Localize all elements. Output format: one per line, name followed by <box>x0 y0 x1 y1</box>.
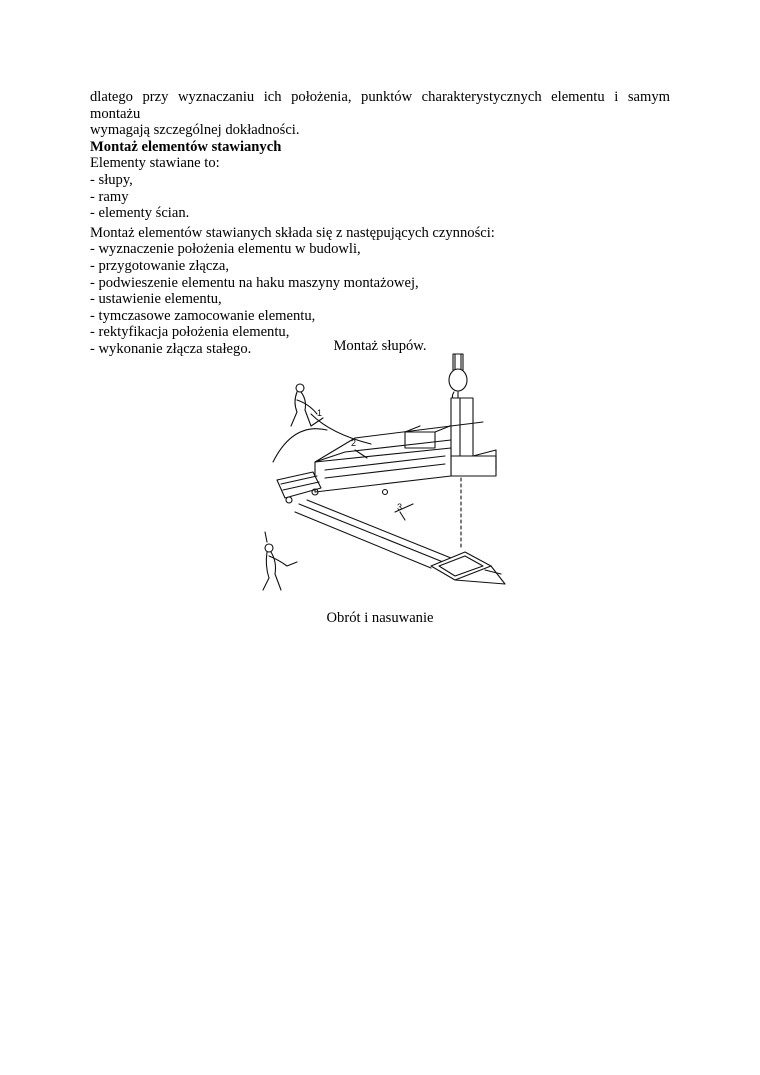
figure-label: 2 <box>351 438 357 448</box>
list-item: - podwieszenie elementu na haku maszyny montażowej, <box>90 274 419 291</box>
section-heading: Montaż elementów stawianych <box>90 138 282 155</box>
intro-line-2: wymagają szczególnej dokładności. <box>90 122 300 139</box>
list-item: - przygotowanie złącza, <box>90 257 229 274</box>
signalman-icon <box>263 532 297 590</box>
elements-list <box>90 172 670 222</box>
list-item: - wykonanie złącza stałego. <box>90 340 252 357</box>
list-item: - ustawienie elementu, <box>90 291 222 308</box>
document-body <box>90 89 670 358</box>
crane-hook-icon <box>449 354 467 404</box>
list-item: - słupy, <box>90 171 133 188</box>
figure-title: Montaż słupów. <box>333 338 427 354</box>
steps-intro: Montaż elementów stawianych składa się z następujących czynności: <box>90 224 495 241</box>
figure-label: 1 <box>317 408 323 418</box>
figure-caption: Obrót i nasuwanie <box>326 610 434 626</box>
list-item: - ramy <box>90 188 129 205</box>
elements-intro: Elementy stawiane to: <box>90 155 220 172</box>
column-head-icon <box>451 398 496 476</box>
list-item: - tymczasowe zamocowanie elementu, <box>90 307 316 324</box>
column-assembly-illustration <box>255 352 510 592</box>
foundation-socket-icon <box>431 552 505 584</box>
list-item: - elementy ścian. <box>90 205 190 222</box>
list-item: - rektyfikacja położenia elementu, <box>90 324 290 341</box>
figure-label: 3 <box>397 502 403 512</box>
list-item: - wyznaczenie położenia elementu w budowli, <box>90 241 361 258</box>
intro-line-1: dlatego przy wyznaczaniu ich położenia, punktów charakterystycznych elementu i samym montażu <box>90 89 670 122</box>
